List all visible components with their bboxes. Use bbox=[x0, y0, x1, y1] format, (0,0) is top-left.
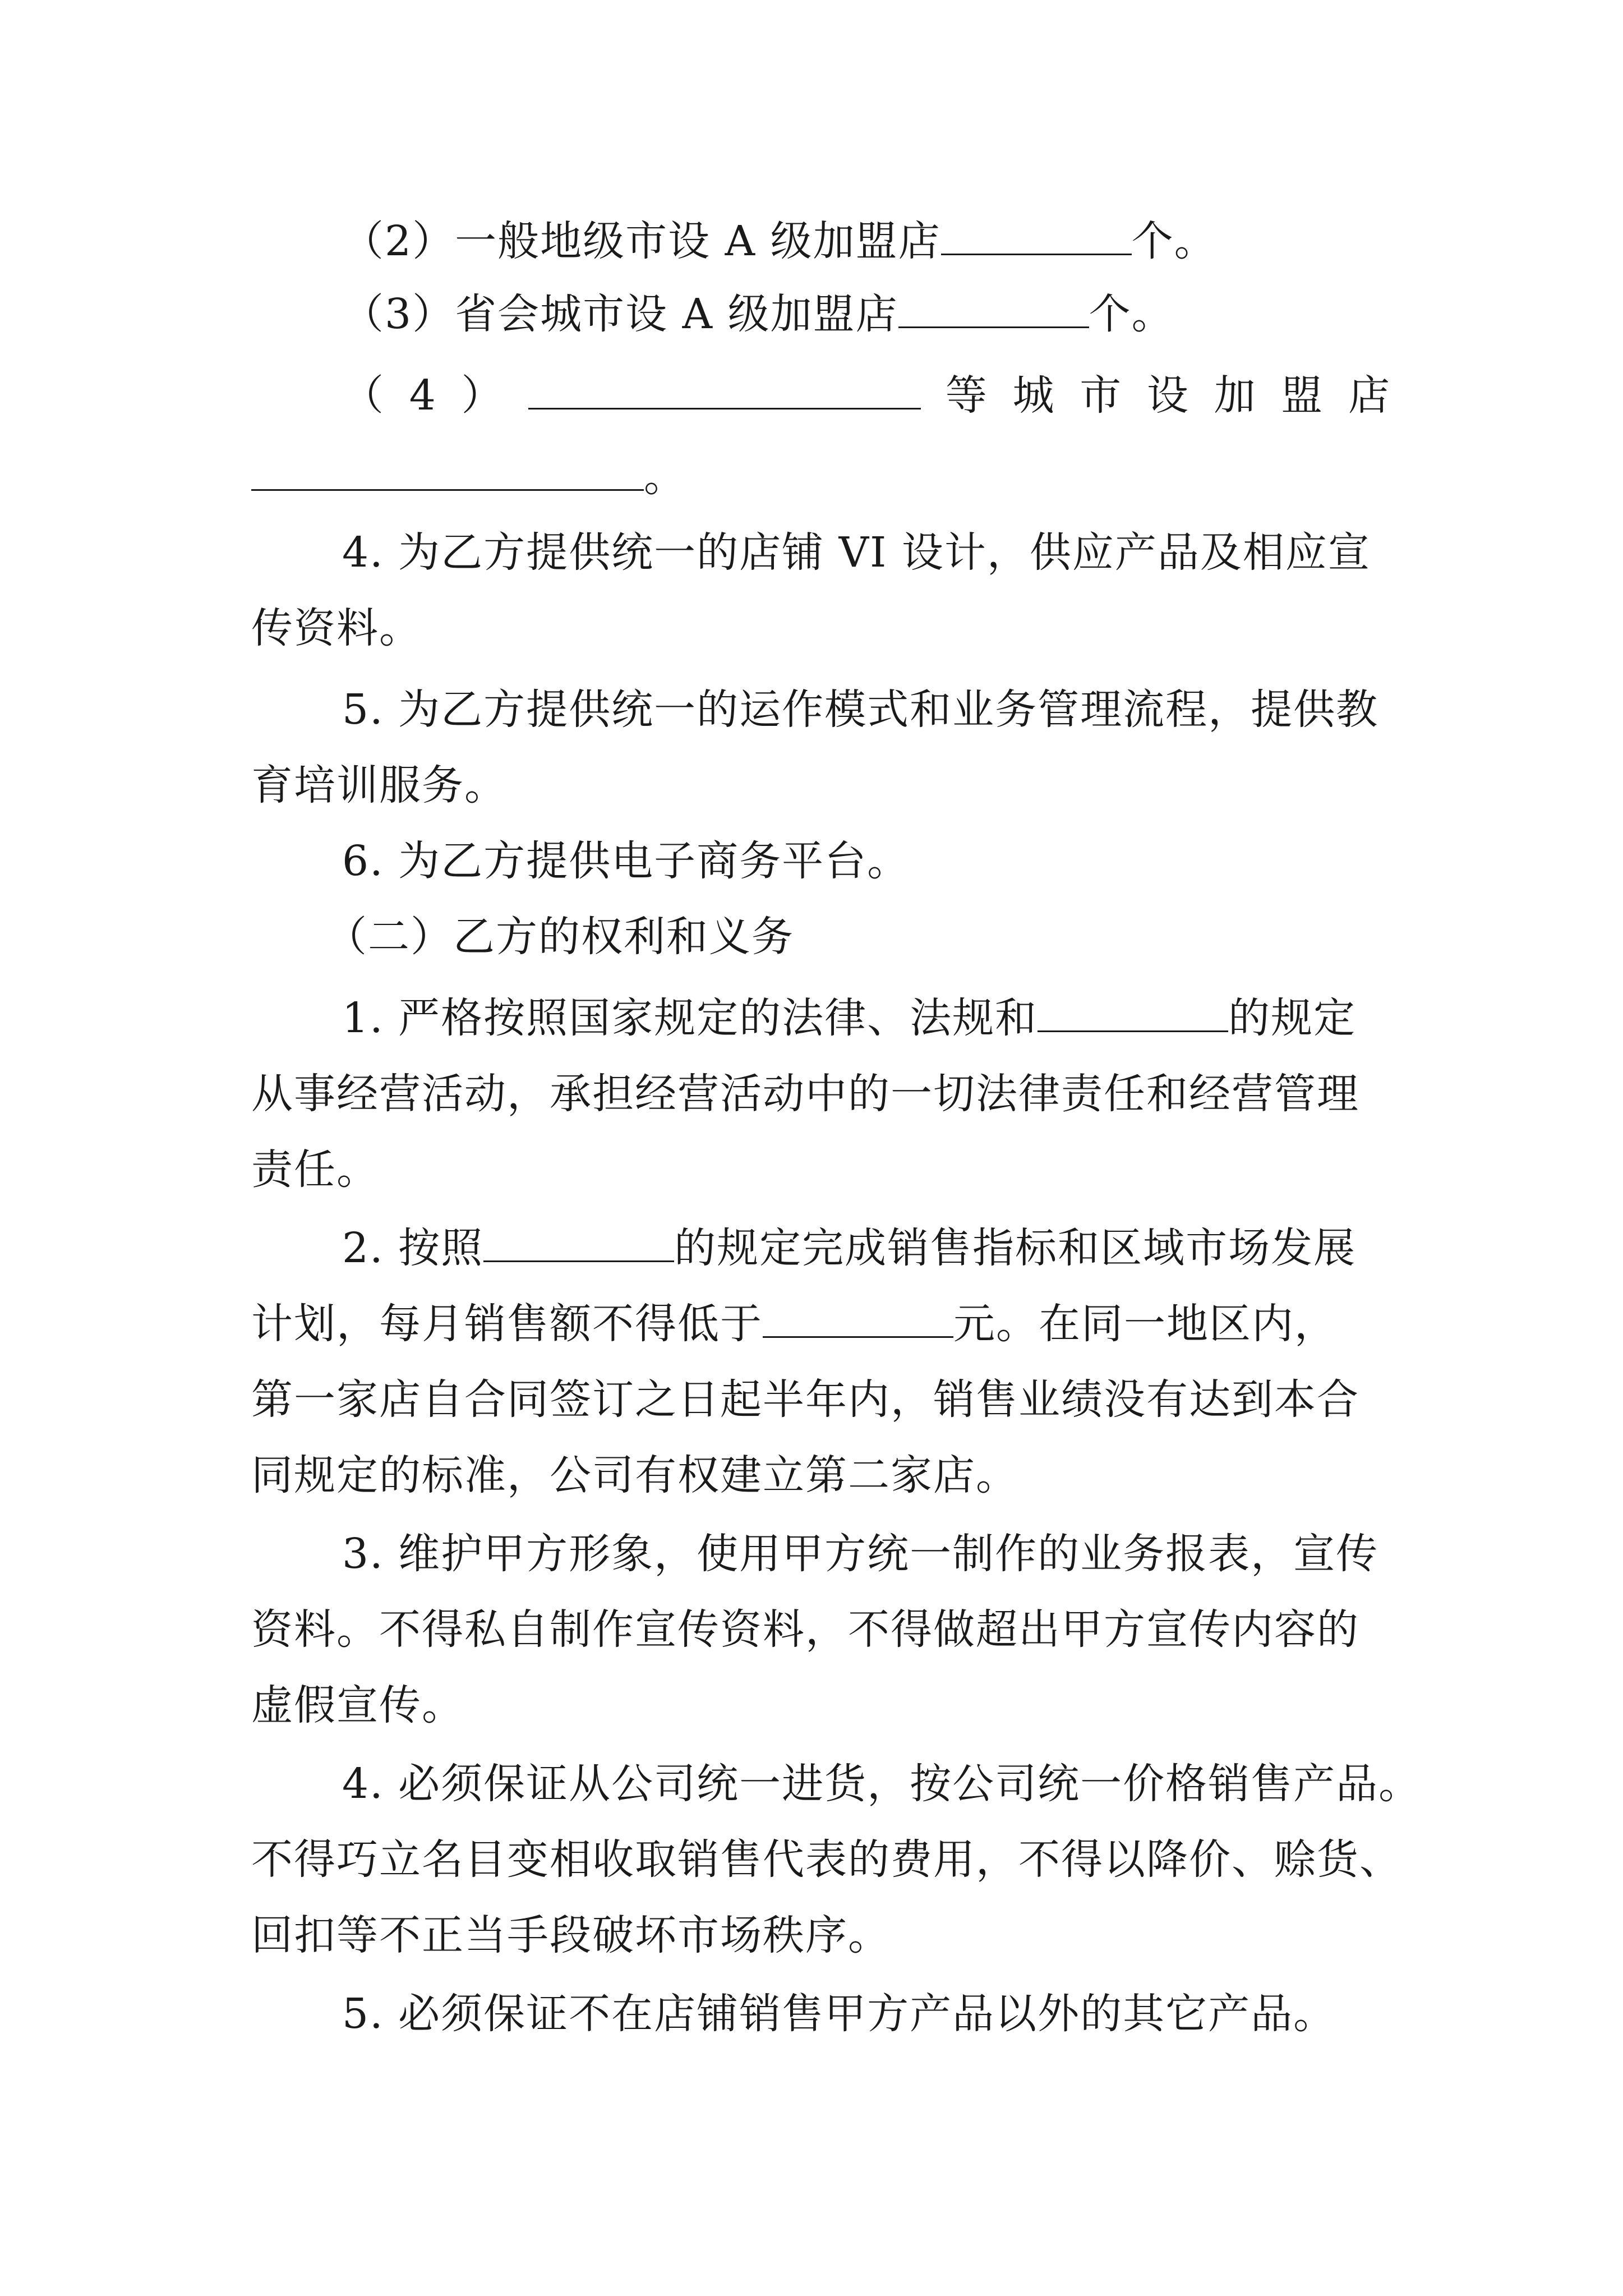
paragraph-line bbox=[342, 990, 1391, 1046]
clause-text: 设 bbox=[1146, 371, 1189, 420]
clause-text: 的规定完成销售指标和区域市场发展 bbox=[674, 1224, 1357, 1272]
clause-text: 元。在同一地区内， bbox=[953, 1300, 1337, 1348]
paragraph-line: 第一家店自合同签订之日起半年内，销售业绩没有达到本合 bbox=[251, 1375, 1359, 1424]
paragraph-line: 4. 为乙方提供统一的店铺 VI 设计，供应产品及相应宣 bbox=[342, 528, 1371, 577]
clause-text: 4 bbox=[409, 371, 437, 420]
paragraph-line: 回扣等不正当手段破坏市场秩序。 bbox=[251, 1911, 891, 1959]
fill-blank[interactable] bbox=[898, 287, 1089, 328]
clause-text: 等 bbox=[945, 371, 988, 420]
clause-text: 1. 严格按照国家规定的法律、法规和 bbox=[342, 994, 1038, 1042]
clause-text: 的规定 bbox=[1228, 994, 1357, 1042]
paragraph-line: 责任。 bbox=[251, 1145, 379, 1194]
paragraph-line: 4. 必须保证从公司统一进货，按公司统一价格销售产品。 bbox=[342, 1760, 1422, 1808]
clause-text: 。 bbox=[644, 453, 686, 501]
clause-text: 个。 bbox=[1089, 290, 1174, 338]
paragraph-line bbox=[342, 1220, 1391, 1276]
paragraph-line: 5. 必须保证不在店铺销售甲方产品以外的其它产品。 bbox=[342, 1990, 1336, 2038]
paragraph-line bbox=[251, 1296, 1390, 1352]
paragraph-line: 资料。不得私自制作宣传资料，不得做超出甲方宣传内容的 bbox=[251, 1605, 1359, 1654]
clause-text: 加 bbox=[1214, 371, 1257, 420]
fill-blank[interactable] bbox=[1038, 991, 1228, 1032]
clause-text: ） bbox=[461, 371, 504, 420]
paragraph-line: 育培训服务。 bbox=[251, 761, 507, 809]
paragraph-line: 3. 维护甲方形象，使用甲方统一制作的业务报表，宣传 bbox=[342, 1530, 1379, 1578]
section-heading: （二）乙方的权利和义务 bbox=[325, 913, 794, 961]
paragraph-line: 5. 为乙方提供统一的运作模式和业务管理流程，提供教 bbox=[342, 685, 1379, 734]
clause-text: 个。 bbox=[1131, 217, 1217, 265]
paragraph-line: 从事经营活动，承担经营活动中的一切法律责任和经营管理 bbox=[251, 1070, 1359, 1118]
fill-blank[interactable] bbox=[941, 214, 1132, 255]
clause-text: 市 bbox=[1080, 371, 1123, 420]
paragraph-line: 同规定的标准，公司有权建立第二家店。 bbox=[251, 1451, 1018, 1499]
clause-line-3 bbox=[342, 286, 1391, 342]
paragraph-line: 虚假宣传。 bbox=[251, 1681, 464, 1729]
clause-line-4 bbox=[342, 367, 1391, 424]
clause-text: 店 bbox=[1348, 371, 1391, 420]
clause-text: （3）省会城市设 A 级加盟店 bbox=[342, 290, 898, 338]
paragraph-line: 传资料。 bbox=[251, 604, 422, 652]
fill-blank[interactable] bbox=[763, 1297, 953, 1338]
fill-blank[interactable] bbox=[483, 1221, 674, 1262]
paragraph-line: 6. 为乙方提供电子商务平台。 bbox=[342, 837, 910, 885]
fill-blank[interactable] bbox=[251, 450, 644, 491]
clause-text: 盟 bbox=[1281, 371, 1324, 420]
clause-text: 计划，每月销售额不得低于 bbox=[251, 1300, 763, 1348]
paragraph-line: 不得巧立名目变相收取销售代表的费用，不得以降价、赊货、 bbox=[251, 1835, 1402, 1884]
clause-text: 城 bbox=[1012, 371, 1055, 420]
clause-text: （ bbox=[342, 371, 385, 420]
clause-text: （2）一般地级市设 A 级加盟店 bbox=[342, 217, 941, 265]
clause-line-4-cont bbox=[251, 449, 1390, 505]
clause-text: 2. 按照 bbox=[342, 1224, 484, 1272]
fill-blank[interactable] bbox=[528, 369, 921, 409]
clause-line-2 bbox=[342, 213, 1391, 269]
